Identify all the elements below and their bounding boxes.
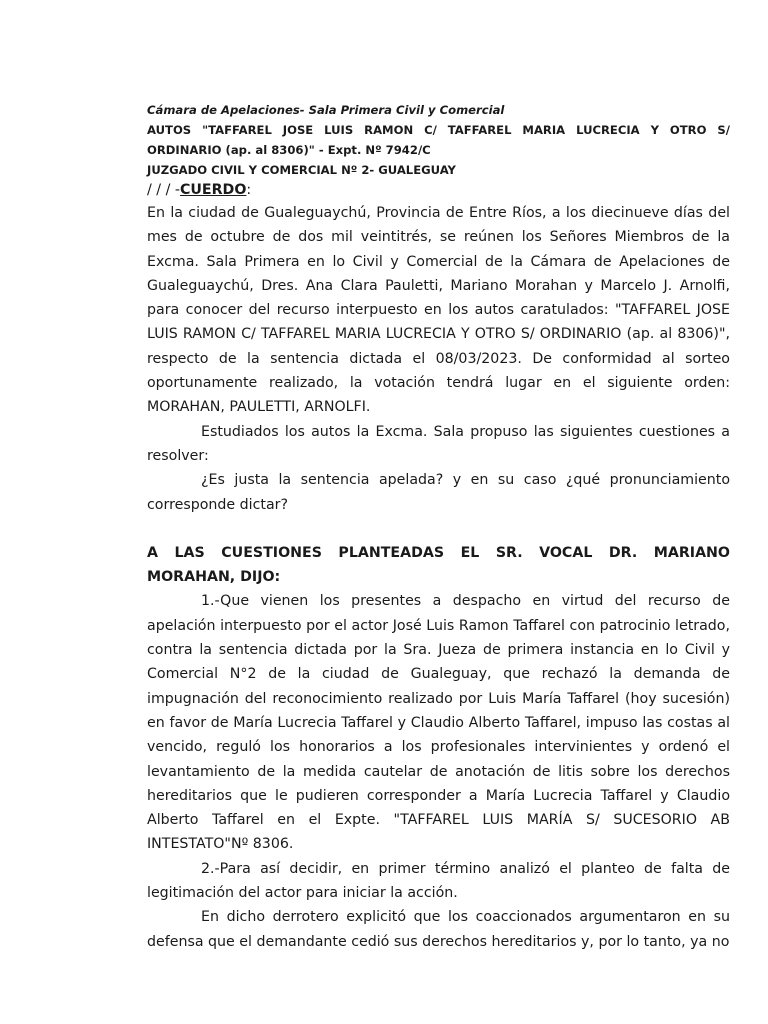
document-page xyxy=(147,100,730,954)
juzgado-line: JUZGADO CIVIL Y COMERCIAL Nº 2- GUALEGUAY xyxy=(147,163,456,177)
vote-paragraph: 1.-Que vienen los presentes a despacho en virtud del recurso de apelación interpuesto por el actor José Luis Ramon Taffarel con patrocinio letrado, contra la sentencia dictada por la Sra. Jueza de primera instancia en lo Civil y Comercial N°2 de la ciudad de Gualeguay, que rechazó la demanda de impugnación del reconocimiento realizado por Luis María Taffarel (hoy sucesión) en favor de María Lucrecia Taffarel y Claudio Alberto Taffarel, impuso las costas al vencido, reguló los honorarios a los profesionales intervinientes y ordenó el levantamiento de la medida cautelar de anotación de litis sobre los derechos hereditarios que le pudieren corresponder a María Lucrecia Taffarel y Claudio Alberto Taffarel en el Expte. "TAFFAREL LUIS MARÍA S/ SUCESORIO AB INTESTATO"Nº 8306. xyxy=(147,593,730,853)
acuerdo-prefix: / / / - xyxy=(147,182,180,198)
vote-paragraph: 2.-Para así decidir, en primer término analizó el planteo de falta de legitimación del actor para iniciar la acción. xyxy=(147,860,730,902)
intro-paragraph: En la ciudad de Gualeguaychú, Provincia de Entre Ríos, a los diecinueve días del mes de octubre de dos mil veintitrés, se reúnen los Señores Miembros de la Excma. Sala Primera en lo Civil y Comercial de la Cámara de Apelaciones de Gualeguaychú, Dres. Ana Clara Pauletti, Mariano Morahan y Marcelo J. Arnolfi, para conocer del recurso interpuesto en los autos caratulados: "TAFFAREL JOSE LUIS RAMON C/ TAFFAREL MARIA LUCRECIA Y OTRO S/ ORDINARIO (ap. al 8306)", respecto de la sentencia dictada el 08/03/2023. De conformidad al sorteo oportunamente realizado, la votación tendrá lugar en el siguiente orden: MORAHAN, PAULETTI, ARNOLFI. xyxy=(147,205,730,416)
court-name: Cámara de Apelaciones- Sala Primera Civil y Comercial xyxy=(147,103,505,117)
vote-paragraph: En dicho derrotero explicitó que los coaccionados argumentaron en su defensa que el demandante cedió sus derechos hereditarios y, por lo tanto, ya no xyxy=(147,909,730,950)
section-heading: A LAS CUESTIONES PLANTEADAS EL SR. VOCAL DR. MARIANO MORAHAN, DIJO: xyxy=(147,544,730,586)
case-title: AUTOS "TAFFAREL JOSE LUIS RAMON C/ TAFFAREL MARIA LUCRECIA Y OTRO S/ ORDINARIO (ap. al 8306)" - Expt. Nº 7942/C xyxy=(147,123,730,157)
acuerdo-line xyxy=(147,180,730,201)
acuerdo-word: CUERDO xyxy=(180,182,247,198)
questions-paragraph: Estudiados los autos la Excma. Sala propuso las siguientes cuestiones a resolver: xyxy=(147,423,730,464)
question-text: ¿Es justa la sentencia apelada? y en su caso ¿qué pronunciamiento corresponde dictar? xyxy=(147,472,730,513)
blank-line xyxy=(147,517,730,541)
acuerdo-suffix: : xyxy=(246,182,252,198)
